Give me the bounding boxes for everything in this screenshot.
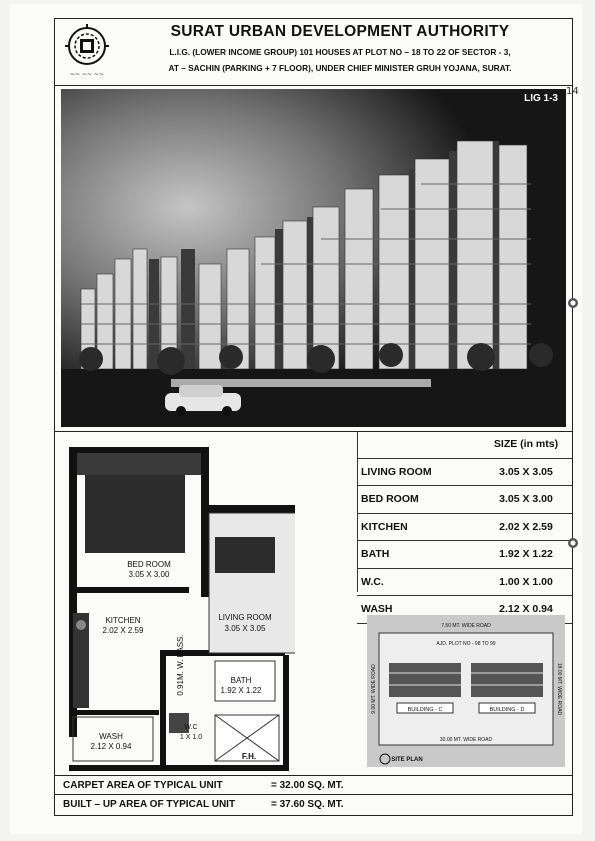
- size-table: [357, 431, 572, 624]
- room-size: 2.12 X 0.94: [499, 603, 553, 616]
- plan-fh-label: F.H.: [241, 752, 257, 761]
- site-building-c: BUILDING - C: [407, 707, 443, 713]
- unit-type-label: LIG 1-3: [524, 93, 558, 104]
- site-right-road: 18.00 MT. WIDE ROAD: [556, 662, 562, 716]
- brochure-frame: [54, 18, 573, 816]
- room-name: BATH: [361, 548, 390, 561]
- site-plan: [367, 615, 565, 767]
- carpet-area-label: CARPET AREA OF TYPICAL UNIT: [63, 779, 223, 791]
- plan-bath-size: 1.92 X 1.22: [220, 686, 262, 695]
- table-row: [357, 514, 572, 542]
- plan-living-label: LIVING ROOM: [218, 613, 272, 622]
- room-size: 2.02 X 2.59: [499, 520, 553, 533]
- punch-hole-icon: [566, 536, 580, 550]
- plan-passage-label: 0.91M. W. PASS.: [176, 634, 185, 696]
- project-line-1: L.I.G. (LOWER INCOME GROUP) 101 HOUSES AT PLOT NO – 18 TO 22 OF SECTOR - 3,: [169, 47, 511, 57]
- room-name: LIVING ROOM: [361, 465, 432, 478]
- builtup-area-label: BUILT – UP AREA OF TYPICAL UNIT: [63, 798, 236, 810]
- document-page: [10, 4, 582, 834]
- plan-wash-size: 2.12 X 0.94: [90, 742, 132, 751]
- room-size: 1.92 X 1.22: [499, 548, 553, 561]
- table-row: [357, 569, 572, 597]
- room-name: BED ROOM: [361, 493, 419, 506]
- plan-wash-label: WASH: [99, 732, 123, 741]
- room-size: 3.05 X 3.05: [499, 465, 553, 478]
- size-table-header: [357, 431, 572, 459]
- table-row: [357, 541, 572, 569]
- plan-bedroom-size: 3.05 X 3.00: [128, 570, 170, 579]
- site-left-road: 9.00 MT. WIDE ROAD: [371, 664, 377, 714]
- svg-text:~~ ~~ ~~: ~~ ~~ ~~: [70, 71, 104, 78]
- area-footer: [55, 775, 572, 813]
- room-size: 3.05 X 3.00: [499, 493, 553, 506]
- plan-bedroom-label: BED ROOM: [127, 560, 171, 569]
- building-render-image: [61, 89, 566, 427]
- builtup-area-row: [55, 794, 572, 813]
- room-size: 1.00 X 1.00: [499, 575, 553, 588]
- floor-plan: [65, 445, 295, 775]
- site-bottom-road: 30.00 MT. WIDE ROAD: [439, 737, 493, 743]
- project-line-2: AT – SACHIN (PARKING + 7 FLOOR), UNDER CHIEF MINISTER GRUH YOJANA, SURAT.: [168, 63, 512, 73]
- carpet-area-value: = 32.00 SQ. MT.: [271, 779, 344, 791]
- plan-kitchen-label: KITCHEN: [105, 616, 141, 625]
- table-row: [357, 486, 572, 514]
- room-name: W.C.: [361, 575, 384, 588]
- room-name: KITCHEN: [361, 520, 408, 533]
- carpet-area-row: [55, 775, 572, 794]
- page-title: SURAT URBAN DEVELOPMENT AUTHORITY: [170, 23, 510, 40]
- site-building-d: BUILDING - D: [489, 707, 525, 713]
- plan-bath-label: BATH: [230, 676, 252, 685]
- header: [55, 19, 572, 86]
- building-render-photo: [61, 89, 566, 427]
- table-row: [357, 459, 572, 487]
- room-name: WASH: [361, 603, 393, 616]
- site-plan-caption: SITE PLAN: [391, 757, 423, 763]
- punch-hole-icon: [566, 296, 580, 310]
- builtup-area-value: = 37.60 SQ. MT.: [271, 798, 344, 810]
- site-plot-label: AJD. PLOT NO - 98 TO 99: [436, 641, 496, 647]
- handwritten-page-number: 14: [566, 86, 579, 97]
- plan-wc-label: W.C: [184, 724, 198, 731]
- size-heading: SIZE (in mts): [493, 438, 559, 451]
- plan-kitchen-size: 2.02 X 2.59: [102, 626, 144, 635]
- site-top-road: 7.50 MT. WIDE ROAD: [441, 623, 491, 629]
- suda-logo: [63, 24, 111, 80]
- plan-wc-size: 1 X 1.0: [179, 734, 203, 741]
- plan-living-size: 3.05 X 3.05: [224, 624, 266, 633]
